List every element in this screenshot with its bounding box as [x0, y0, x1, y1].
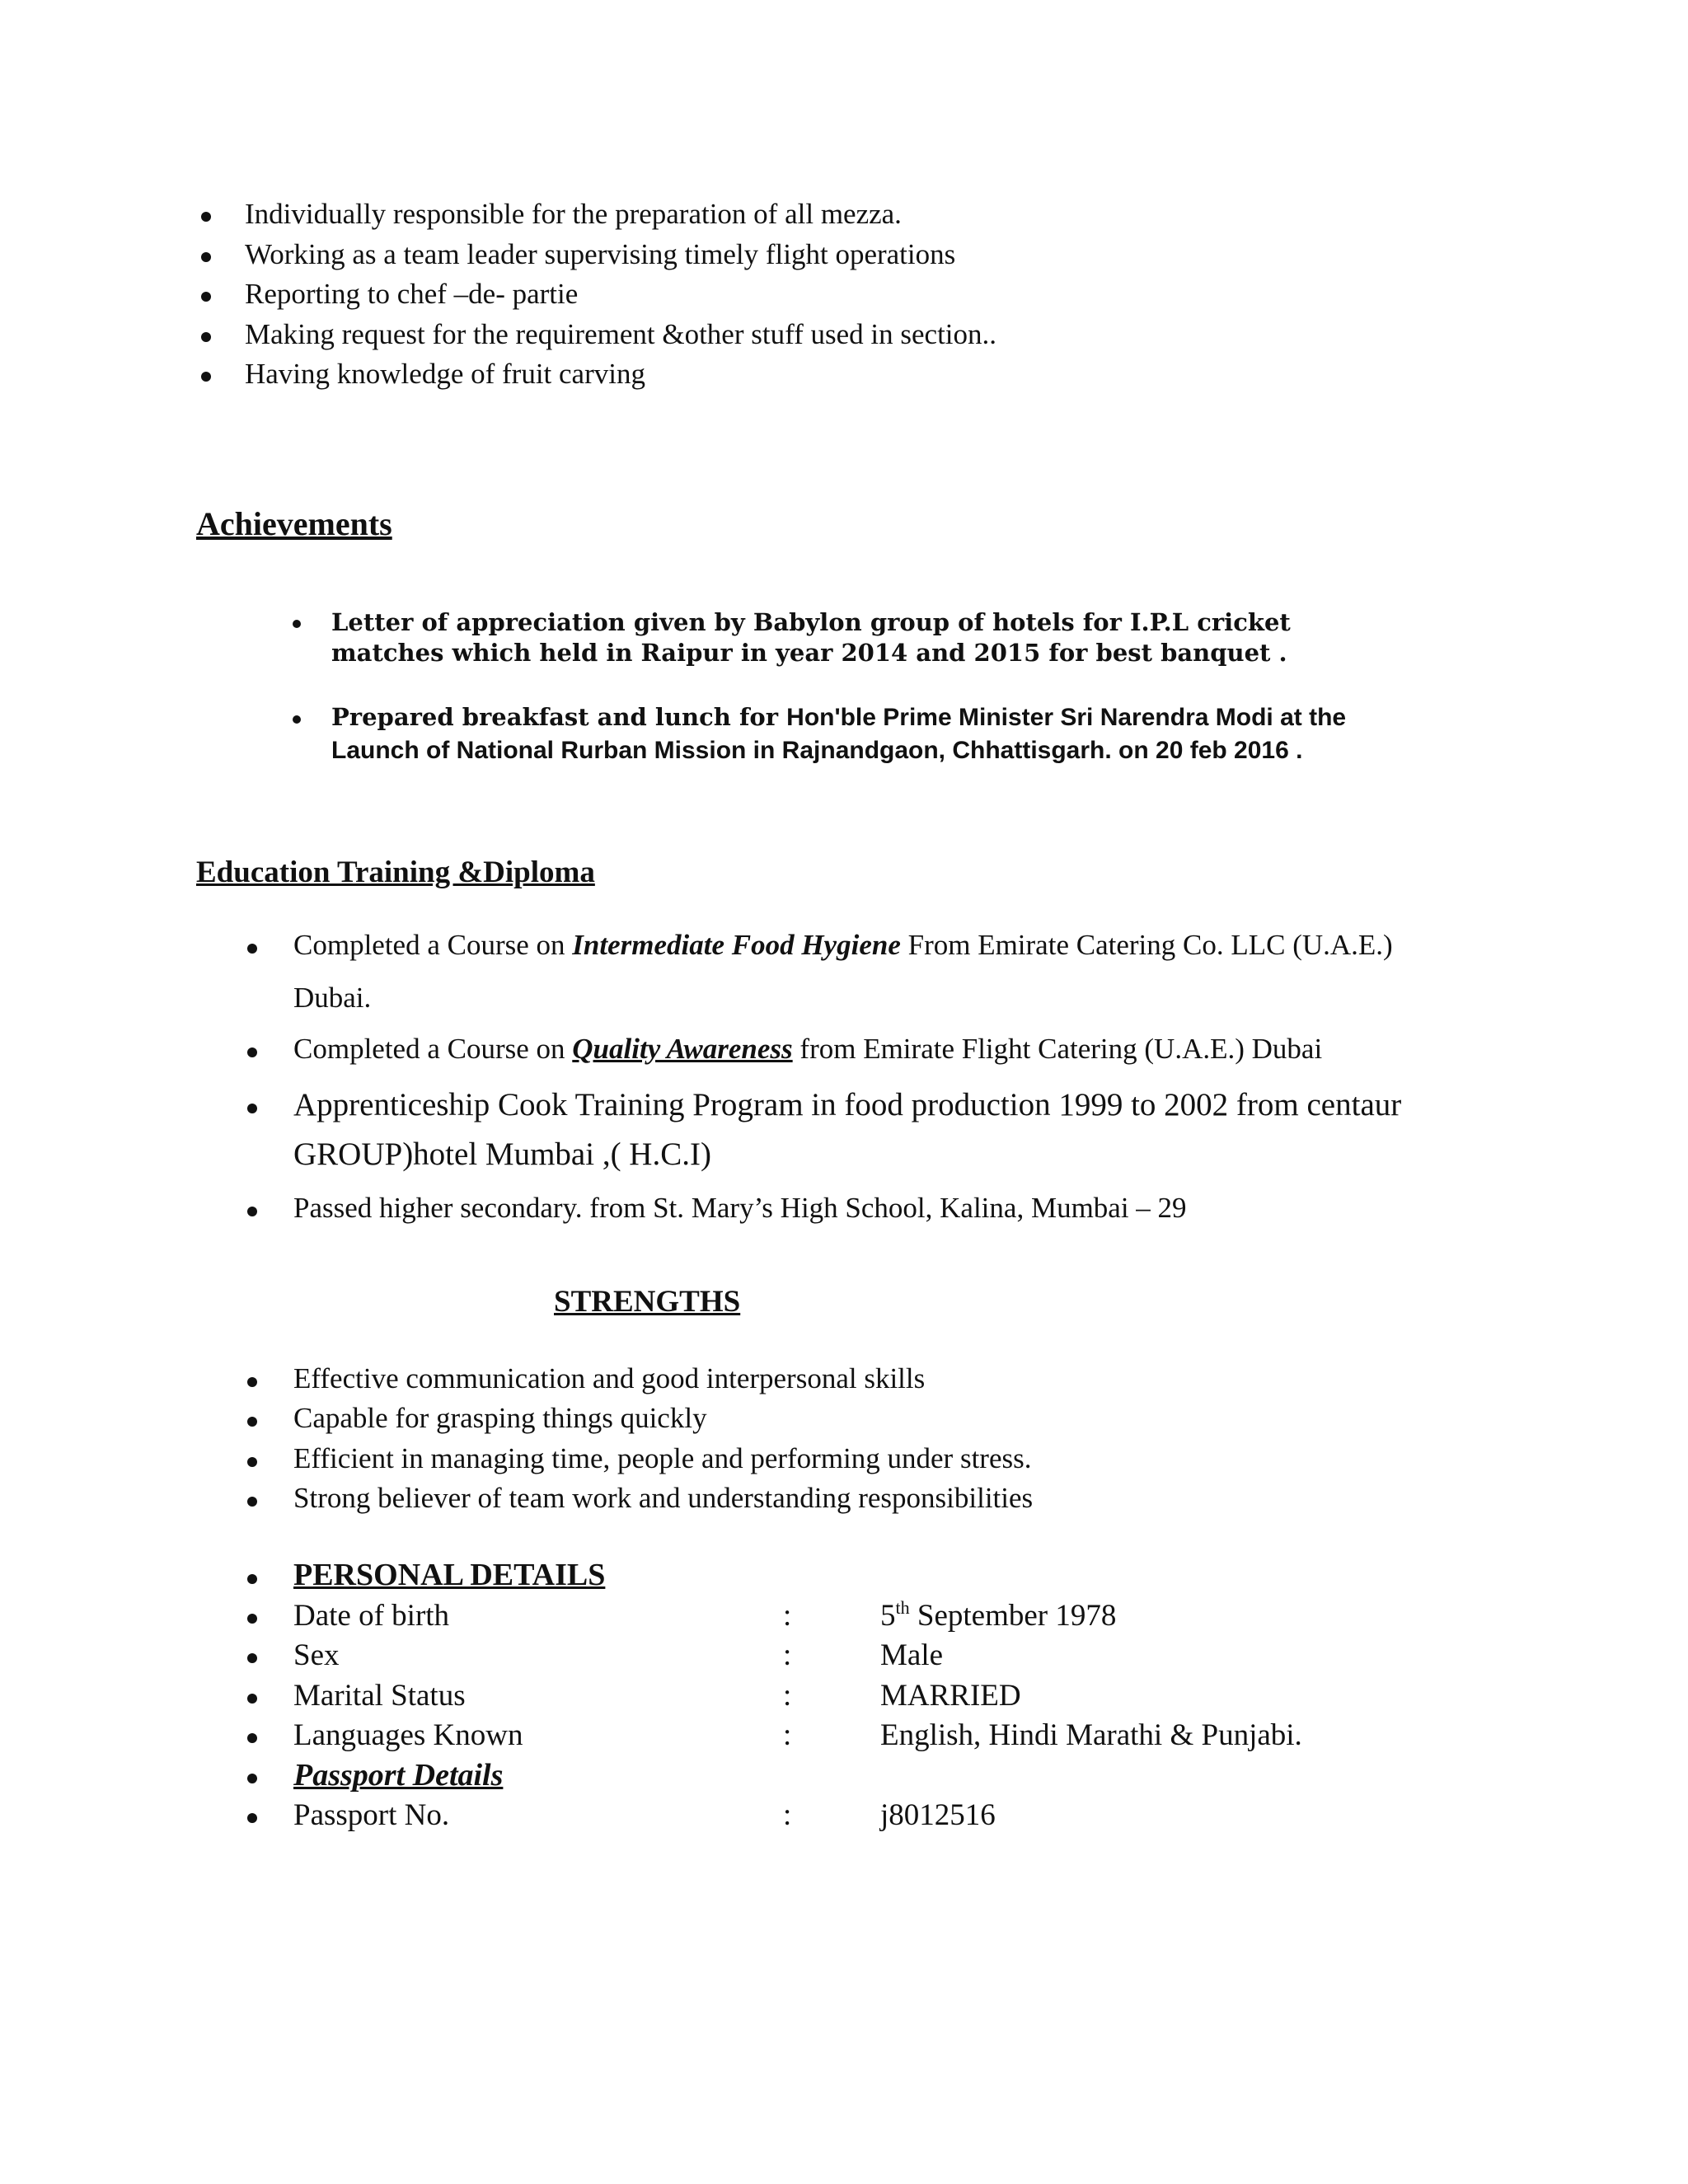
detail-separator: : — [783, 1679, 792, 1713]
education-item-line — [293, 929, 1393, 962]
duty-item: Reporting to chef –de- partie — [245, 278, 579, 310]
duty-item: Individually responsible for the preparation of all mezza. — [245, 198, 902, 230]
detail-value: j8012516 — [880, 1798, 996, 1832]
course-name: Intermediate Food Hygiene — [572, 929, 901, 961]
dob-suffix: th — [895, 1597, 910, 1618]
detail-label: Languages Known — [293, 1718, 523, 1752]
bullet — [247, 1104, 257, 1113]
dob-day: 5 — [880, 1599, 896, 1633]
detail-value: MARRIED — [880, 1679, 1021, 1713]
education-text: from Emirate Flight Catering (U.A.E.) Dubai — [792, 1033, 1323, 1065]
education-item-line: GROUP)hotel Mumbai ,( H.C.I) — [293, 1137, 711, 1172]
bullet — [201, 292, 211, 302]
achievement-text: Hon'ble Prime Minister Sri Narendra Modi at the — [786, 704, 1347, 731]
detail-value — [880, 1598, 1116, 1633]
bullet — [201, 212, 211, 222]
bullet — [247, 1207, 257, 1216]
bullet — [247, 1047, 257, 1057]
detail-label: Passport No. — [293, 1798, 450, 1832]
bullet — [247, 1733, 257, 1743]
bullet — [247, 1497, 257, 1507]
strength-item: Capable for grasping things quickly — [293, 1402, 707, 1434]
detail-value: English, Hindi Marathi & Punjabi. — [880, 1718, 1302, 1752]
detail-label: Date of birth — [293, 1599, 450, 1633]
education-item-line — [293, 1033, 1322, 1066]
bullet — [247, 1694, 257, 1704]
bullet — [247, 1417, 257, 1427]
bullet — [247, 944, 257, 954]
personal-details-heading: PERSONAL DETAILS — [293, 1558, 606, 1592]
detail-label: Sex — [293, 1638, 340, 1672]
detail-label: Marital Status — [293, 1679, 466, 1713]
education-heading: Education Training &Diploma — [196, 855, 595, 889]
bullet — [247, 1813, 257, 1823]
dob-rest: September 1978 — [909, 1599, 1117, 1633]
bullet — [293, 715, 301, 724]
detail-separator: : — [783, 1638, 792, 1672]
strengths-heading: STRENGTHS — [554, 1285, 741, 1319]
bullet — [247, 1457, 257, 1467]
detail-separator: : — [783, 1718, 792, 1752]
course-name: Quality Awareness — [572, 1033, 793, 1065]
achievement-item-line: Launch of National Rurban Mission in Rajnandgaon, Chhattisgarh. on 20 feb 2016 . — [331, 737, 1303, 764]
achievement-item-line — [331, 703, 1346, 732]
education-item-line: Passed higher secondary. from St. Mary’s High School, Kalina, Mumbai – 29 — [293, 1192, 1187, 1224]
bullet — [201, 332, 211, 342]
duty-item: Working as a team leader supervising timely flight operations — [245, 238, 956, 270]
bullet — [247, 1377, 257, 1387]
bullet — [247, 1614, 257, 1624]
achievements-heading: Achievements — [196, 505, 392, 542]
bullet — [247, 1653, 257, 1663]
education-text: From Emirate Catering Co. LLC (U.A.E.) — [900, 929, 1393, 961]
bullet — [247, 1774, 257, 1783]
strength-item: Efficient in managing time, people and performing under stress. — [293, 1442, 1032, 1474]
bullet — [201, 252, 211, 262]
education-item-line: Dubai. — [293, 982, 372, 1014]
bullet — [293, 620, 301, 628]
education-text: Completed a Course on — [293, 1033, 573, 1065]
education-text: Completed a Course on — [293, 929, 573, 961]
education-item-line: Apprenticeship Cook Training Program in food production 1999 to 2002 from centaur — [293, 1087, 1402, 1122]
detail-value: Male — [880, 1638, 944, 1672]
strength-item: Effective communication and good interpersonal skills — [293, 1362, 926, 1394]
achievement-item-line: Letter of appreciation given by Babylon group of hotels for I.P.L cricket — [331, 608, 1291, 636]
duty-item: Making request for the requirement &other stuff used in section.. — [245, 318, 997, 350]
duty-item: Having knowledge of fruit carving — [245, 358, 645, 390]
achievement-text: Prepared breakfast and lunch for — [331, 703, 787, 731]
achievement-item-line: matches which held in Raipur in year 2014 and 2015 for best banquet . — [331, 639, 1287, 667]
detail-separator: : — [783, 1599, 792, 1633]
bullet — [201, 372, 211, 382]
detail-separator: : — [783, 1798, 792, 1832]
strength-item: Strong believer of team work and understanding responsibilities — [293, 1482, 1034, 1514]
bullet — [247, 1574, 257, 1584]
passport-details-heading: Passport Details — [293, 1758, 504, 1793]
